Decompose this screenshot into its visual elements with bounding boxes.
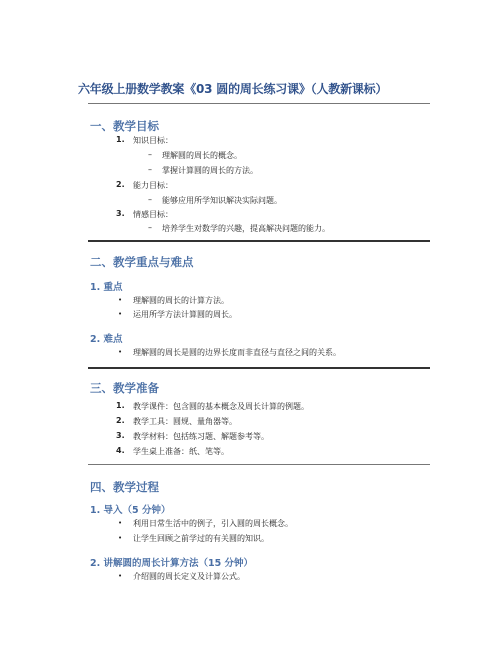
bullet-item: 让学生回顾之前学过的有关圆的知识。 bbox=[133, 534, 269, 543]
bullet-marker: • bbox=[118, 572, 123, 580]
preparation-item: 学生桌上准备：纸、笔等。 bbox=[133, 447, 229, 456]
objective-number: 3. bbox=[116, 209, 125, 218]
objective-sub-item: 培养学生对数学的兴趣，提高解决问题的能力。 bbox=[162, 224, 330, 233]
preparation-item: 教学材料：包括练习题、解题参考等。 bbox=[133, 432, 269, 441]
objective-sub-item: 能够应用所学知识解决实际问题。 bbox=[162, 196, 282, 205]
bullet-marker: • bbox=[118, 310, 123, 318]
preparation-number: 2. bbox=[116, 416, 125, 425]
objective-sub-item: 掌握计算圆的周长的方法。 bbox=[162, 166, 258, 175]
preparation-number: 1. bbox=[116, 401, 125, 410]
bullet-item: 利用日常生活中的例子，引入圆的周长概念。 bbox=[133, 519, 293, 528]
bullet-item: 理解圆的周长的计算方法。 bbox=[133, 296, 229, 305]
objective-number: 2. bbox=[116, 180, 125, 189]
bullet-marker: • bbox=[118, 519, 123, 527]
subheading-explain: 2. 讲解圆的周长计算方法（15 分钟） bbox=[90, 558, 254, 569]
bullet-marker: • bbox=[118, 534, 123, 542]
section-heading-process: 四、教学过程 bbox=[90, 480, 159, 494]
objective-number: 1. bbox=[116, 135, 125, 144]
objective-label: 知识目标： bbox=[133, 136, 173, 145]
subheading-key-points: 1. 重点 bbox=[90, 282, 123, 293]
section-heading-key-difficult: 二、教学重点与难点 bbox=[90, 255, 194, 269]
bullet-item: 理解圆的周长是圆的边界长度而非直径与直径之间的关系。 bbox=[133, 348, 341, 357]
objective-sub-item: 理解圆的周长的概念。 bbox=[162, 151, 242, 160]
dash-marker: – bbox=[148, 223, 152, 232]
preparation-item: 教学工具：圆规、量角器等。 bbox=[133, 417, 237, 426]
dash-marker: – bbox=[148, 150, 152, 159]
bullet-item: 运用所学方法计算圆的周长。 bbox=[133, 310, 237, 319]
section-heading-objectives: 一、教学目标 bbox=[90, 119, 159, 133]
section-heading-preparation: 三、教学准备 bbox=[90, 381, 159, 395]
dash-marker: – bbox=[148, 195, 152, 204]
section-divider bbox=[88, 367, 430, 369]
bullet-marker: • bbox=[118, 348, 123, 356]
section-divider bbox=[88, 240, 430, 242]
dash-marker: – bbox=[148, 165, 152, 174]
preparation-number: 4. bbox=[116, 446, 125, 455]
objective-label: 能力目标： bbox=[133, 181, 173, 190]
preparation-number: 3. bbox=[116, 431, 125, 440]
section-divider bbox=[88, 464, 430, 465]
subheading-difficult-points: 2. 难点 bbox=[90, 334, 123, 345]
preparation-item: 教学课件：包含圆的基本概念及周长计算的例题。 bbox=[133, 402, 309, 411]
title-divider bbox=[88, 103, 430, 104]
document-title: 六年级上册数学教案《03 圆的周长练习课》（人教新课标） bbox=[78, 82, 388, 96]
bullet-marker: • bbox=[118, 296, 123, 304]
objective-label: 情感目标： bbox=[133, 210, 173, 219]
subheading-intro: 1. 导入（5 分钟） bbox=[90, 505, 171, 516]
bullet-item: 介绍圆的周长定义及计算公式。 bbox=[133, 572, 245, 581]
